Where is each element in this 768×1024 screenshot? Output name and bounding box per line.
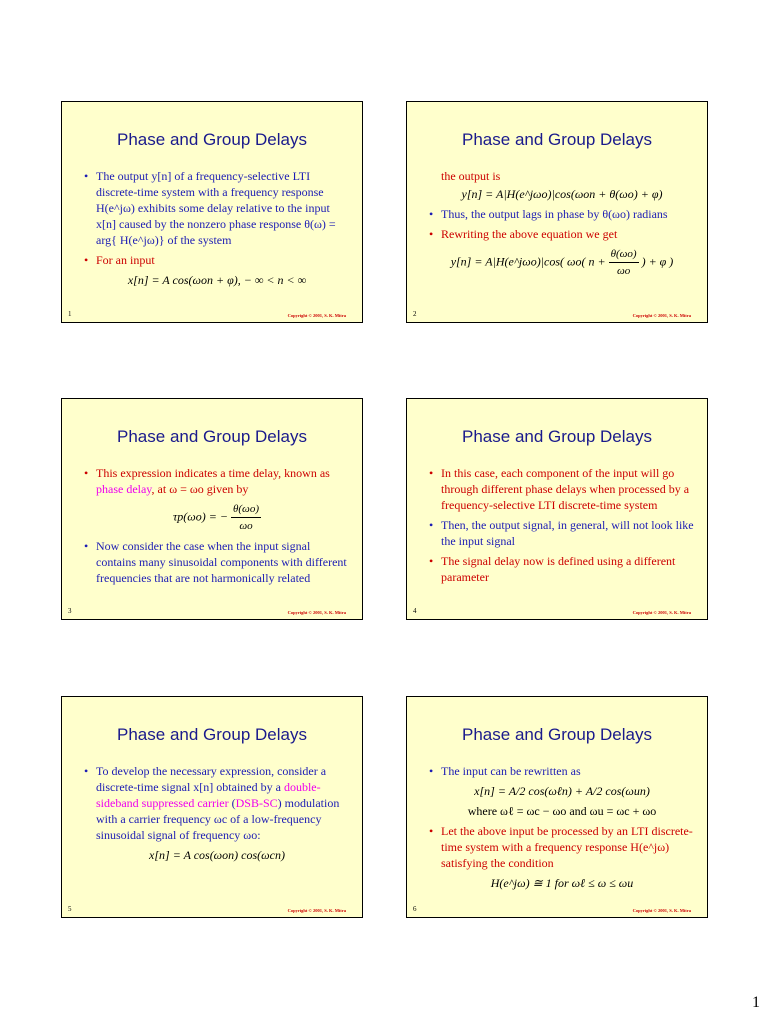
denominator: ωo xyxy=(239,520,253,532)
bullet-text: This expression indicates a time delay, known as xyxy=(96,466,330,480)
slide-title: Phase and Group Delays xyxy=(462,130,652,149)
bullet: • This expression indicates a time delay, known as phase delay, at ω = ωo given by xyxy=(84,466,330,496)
bullet-text: Then, the output signal, in general, will not look like the input signal xyxy=(441,518,694,548)
slide-number: 6 xyxy=(413,905,417,913)
slide-title: Phase and Group Delays xyxy=(117,725,307,744)
bullet-text: Thus, the output lags in phase by θ(ωo) radians xyxy=(441,207,668,221)
page-number: 1 xyxy=(752,994,760,1011)
bullet-text: Now consider the case when the input signal contains many sinusoidal components with different frequencies that are not harmonically related xyxy=(96,539,347,585)
bullet: • In this case, each component of the input will go through different phase delays when processed by a frequency-selective LTI discrete-time system xyxy=(429,466,690,512)
bullet-text: Let the above input be processed by an LTI discrete-time system with a frequency response H(e^jω) satisfying the condition xyxy=(441,824,693,870)
bullet: • The signal delay now is defined using a different parameter xyxy=(429,554,676,584)
bullet-text: In this case, each component of the input will go through different phase delays when processed by a frequency-selective LTI discrete-time system xyxy=(441,466,690,512)
slide-title: Phase and Group Delays xyxy=(117,130,307,149)
bullet: • Thus, the output lags in phase by θ(ωo) radians xyxy=(429,207,668,221)
fraction xyxy=(231,501,261,534)
bullet-text: The signal delay now is defined using a different parameter xyxy=(441,554,676,584)
lead-text: the output is xyxy=(441,169,501,183)
equation xyxy=(84,501,350,534)
equation: x[n] = A cos(ωon) cos(ωcn) xyxy=(149,848,285,862)
bullet-text: The output y[n] of a frequency-selective LTI discrete-time system with a frequency response H(e^jω) exhibits some delay relative to the input x[n] caused by the nonzero phase response θ(ω) = arg{ H(e^jω)} of the system xyxy=(96,169,336,247)
bullet-text: , at ω = ωo given by xyxy=(151,482,249,496)
highlight-term: double-sideband suppressed carrier xyxy=(96,780,321,810)
equation: H(e^jω) ≅ 1 for ωℓ ≤ ω ≤ ωu xyxy=(490,876,634,890)
copyright: Copyright © 2001, S. K. Mitra xyxy=(632,908,691,913)
bullet-text: The input can be rewritten as xyxy=(441,764,581,778)
slide-5 xyxy=(61,696,363,918)
numerator: θ(ωo) xyxy=(609,246,639,263)
equation: y[n] = A|H(e^jωo)|cos(ωon + θ(ωo) + φ) xyxy=(461,187,663,201)
bullet-text: ( xyxy=(231,796,236,810)
equation-part: y[n] = A|H(e^jωo)|cos( ωo( n + xyxy=(450,254,606,269)
equation-part: ) + φ ) xyxy=(641,254,674,269)
copyright: Copyright © 2001, S. K. Mitra xyxy=(632,313,691,318)
bullet: • The input can be rewritten as xyxy=(429,764,581,778)
slide-6 xyxy=(406,696,708,918)
numerator: θ(ωo) xyxy=(231,501,261,518)
slide-number: 4 xyxy=(413,607,417,615)
equation xyxy=(429,246,695,279)
bullet: • Rewriting the above equation we get xyxy=(429,227,618,241)
bullet: • For an input xyxy=(84,253,155,267)
equation: where ωℓ = ωc − ωo and ωu = ωc + ωo xyxy=(467,804,657,818)
slide-number: 5 xyxy=(68,905,72,913)
copyright: Copyright © 2001, S. K. Mitra xyxy=(287,610,346,615)
equation: x[n] = A cos(ωon + φ), − ∞ < n < ∞ xyxy=(127,273,307,287)
equation-part: τp(ωo) = − xyxy=(173,509,228,524)
equation: x[n] = A/2 cos(ωℓn) + A/2 cos(ωun) xyxy=(474,784,650,798)
bullet: • To develop the necessary expression, consider a discrete-time signal x[n] obtained by a double-sideband suppressed carrier (DSB-SC) modulation with a carrier frequency ωc of a low-frequency sinusoidal signal of frequency ωo: xyxy=(84,764,340,842)
copyright: Copyright © 2001, S. K. Mitra xyxy=(287,313,346,318)
copyright: Copyright © 2001, S. K. Mitra xyxy=(287,908,346,913)
bullet-text: ) modulation with a carrier frequency ωc of a low-frequency sinusoidal signal of frequency ωo: xyxy=(96,796,340,842)
bullet: • The output y[n] of a frequency-selective LTI discrete-time system with a frequency response H(e^jω) exhibits some delay relative to the input x[n] caused by the nonzero phase response θ(ω) = arg{ H(e^jω)} of the system xyxy=(84,169,336,247)
slide-number: 1 xyxy=(68,310,72,318)
slide-title: Phase and Group Delays xyxy=(462,725,652,744)
highlight-term: phase delay xyxy=(96,482,152,496)
bullet: • Then, the output signal, in general, will not look like the input signal xyxy=(429,518,694,548)
fraction xyxy=(609,246,639,279)
bullet: • Now consider the case when the input signal contains many sinusoidal components with different frequencies that are not harmonically related xyxy=(84,539,347,585)
slide-title: Phase and Group Delays xyxy=(117,427,307,446)
bullet-text: Rewriting the above equation we get xyxy=(441,227,618,241)
slide-number: 2 xyxy=(413,310,417,318)
slide-3 xyxy=(61,398,363,620)
slide-1 xyxy=(61,101,363,323)
bullet: • Let the above input be processed by an LTI discrete-time system with a frequency response H(e^jω) satisfying the condition xyxy=(429,824,693,870)
copyright: Copyright © 2001, S. K. Mitra xyxy=(632,610,691,615)
slide-2 xyxy=(406,101,708,323)
highlight-term: DSB-SC xyxy=(235,796,278,810)
slide-4 xyxy=(406,398,708,620)
slide-title: Phase and Group Delays xyxy=(462,427,652,446)
bullet-text: To develop the necessary expression, consider a discrete-time signal x[n] obtained by a xyxy=(96,764,327,794)
slide-number: 3 xyxy=(68,607,72,615)
bullet-text: For an input xyxy=(96,253,155,267)
denominator: ωo xyxy=(616,265,631,277)
